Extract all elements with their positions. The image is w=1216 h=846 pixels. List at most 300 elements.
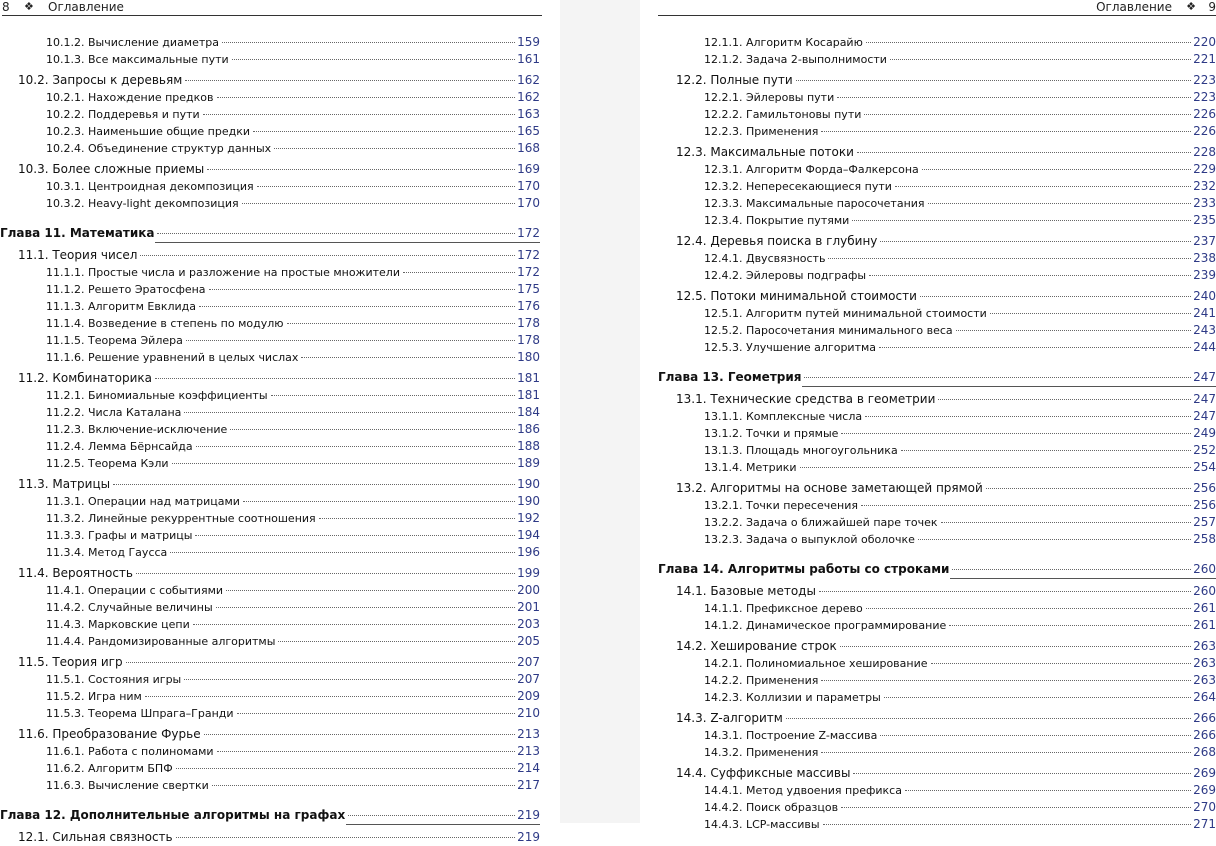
toc-entry-title: 12.2.3. Применения	[704, 125, 819, 138]
dot-leader	[287, 323, 516, 324]
dot-leader	[257, 186, 515, 187]
dot-leader	[145, 696, 515, 697]
toc-entry-page: 186	[517, 422, 540, 436]
dot-leader	[800, 467, 1192, 468]
toc-entry-page: 170	[517, 179, 540, 193]
toc-entry-title: 10.2. Запросы к деревьям	[18, 73, 183, 87]
toc-entry-page: 260	[1193, 584, 1216, 598]
toc-entry-page: 181	[517, 388, 540, 402]
toc-entry-title: 11.4.1. Операции с событиями	[46, 584, 224, 597]
dot-leader	[199, 306, 515, 307]
toc-entry-page: 266	[1193, 728, 1216, 742]
toc-entry-title: 13.2.3. Задача о выпуклой оболочке	[704, 533, 915, 546]
toc-subsection	[0, 140, 540, 157]
toc-entry-page: 219	[517, 808, 540, 822]
dot-leader	[319, 518, 515, 519]
toc-chapter	[658, 367, 1216, 387]
toc-entry-page: 203	[517, 617, 540, 631]
dot-leader	[196, 446, 515, 447]
dot-leader	[869, 275, 1191, 276]
toc-entry-title: 11.2.5. Теорема Кэли	[46, 457, 169, 470]
toc-entry-title: 11.3.4. Метод Гаусса	[46, 546, 168, 559]
toc-entry-title: 10.1.2. Вычисление диаметра	[46, 36, 220, 49]
toc-entry-title: 11.1.1. Простые числа и разложение на простые множители	[46, 266, 400, 279]
toc-entry-title: 13.2. Алгоритмы на основе заметающей прямой	[676, 481, 983, 495]
toc-entry-title: 14.4. Суффиксные массивы	[676, 766, 851, 780]
toc-entry-page: 180	[517, 350, 540, 364]
dot-leader	[931, 663, 1192, 664]
toc-entry-page: 209	[517, 689, 540, 703]
dot-leader	[278, 641, 515, 642]
toc-section	[658, 480, 1216, 497]
dot-leader	[857, 152, 1191, 153]
toc-entry-page: 169	[517, 162, 540, 176]
toc-entry-title: 11.3.1. Операции над матрицами	[46, 495, 240, 508]
dot-leader	[884, 697, 1191, 698]
toc-entry-title: 11.5.2. Игра ним	[46, 690, 142, 703]
toc-section	[658, 765, 1216, 782]
toc-entry-title: 12.1. Сильная связность	[18, 830, 173, 844]
toc-entry-title: 12.5.3. Улучшение алгоритма	[704, 341, 877, 354]
toc-subsection	[658, 339, 1216, 356]
dot-leader	[864, 114, 1191, 115]
toc-section	[0, 247, 540, 264]
dot-leader	[949, 625, 1191, 626]
toc-section	[0, 565, 540, 582]
dot-leader	[879, 347, 1191, 348]
toc-entry-page: 263	[1193, 656, 1216, 670]
dot-leader	[821, 680, 1191, 681]
toc-entry-page: 268	[1193, 745, 1216, 759]
toc-entry-title: 12.1.2. Задача 2-выполнимости	[704, 53, 887, 66]
dot-leader	[140, 255, 515, 256]
toc-entry-title: 12.4. Деревья поиска в глубину	[676, 234, 878, 248]
dot-leader	[209, 289, 516, 290]
dot-leader	[155, 378, 515, 379]
dot-leader	[170, 552, 515, 553]
dot-leader	[126, 662, 516, 663]
toc-entry-page: 201	[517, 600, 540, 614]
toc-entry-title: 10.3.2. Heavy-light декомпозиция	[46, 197, 239, 210]
toc-entry-page: 257	[1193, 515, 1216, 529]
toc-entry-page: 269	[1193, 766, 1216, 780]
toc-section	[658, 233, 1216, 250]
toc-subsection	[0, 421, 540, 438]
toc-subsection	[0, 51, 540, 68]
toc-entry-page: 237	[1193, 234, 1216, 248]
toc-chapter	[658, 559, 1216, 579]
toc-entry-title: 14.2.3. Коллизии и параметры	[704, 691, 881, 704]
toc-entry-title: 14.4.1. Метод удвоения префикса	[704, 784, 902, 797]
dot-leader	[895, 186, 1191, 187]
toc-entry-page: 213	[517, 744, 540, 758]
toc-entry-page: 219	[517, 830, 540, 844]
toc-subsection	[658, 497, 1216, 514]
toc-entry-title: 14.3.1. Построение Z-массива	[704, 729, 878, 742]
toc-entry-title: 13.1.4. Метрики	[704, 461, 797, 474]
toc-subsection	[658, 178, 1216, 195]
toc-entry-page: 214	[517, 761, 540, 775]
toc-entry-page: 241	[1193, 306, 1216, 320]
toc-subsection	[658, 689, 1216, 706]
dot-leader	[841, 807, 1191, 808]
toc-entry-page: 256	[1193, 481, 1216, 495]
toc-entry-title: 13.1.3. Площадь многоугольника	[704, 444, 898, 457]
dot-leader	[232, 59, 515, 60]
toc-entry-title: 10.2.2. Поддеревья и пути	[46, 108, 200, 121]
toc-entry-page: 207	[517, 655, 540, 669]
toc-subsection	[0, 599, 540, 616]
toc-entry-page: 240	[1193, 289, 1216, 303]
toc-entry-title: 13.1. Технические средства в геометрии	[676, 392, 936, 406]
dot-leader	[922, 169, 1191, 170]
toc-subsection	[0, 281, 540, 298]
header-page-number: 9	[1208, 0, 1216, 14]
toc-subsection	[0, 298, 540, 315]
dot-leader	[226, 590, 515, 591]
toc-entry-page: 261	[1193, 618, 1216, 632]
toc-subsection	[0, 455, 540, 472]
toc-entry-page: 263	[1193, 639, 1216, 653]
dot-leader	[217, 97, 516, 98]
toc-entry-page: 189	[517, 456, 540, 470]
dot-leader	[203, 114, 515, 115]
toc-entry-title: 10.2.3. Наименьшие общие предки	[46, 125, 250, 138]
toc-entry-page: 247	[1193, 409, 1216, 423]
toc-entry-title: 11.6.1. Работа с полиномами	[46, 745, 214, 758]
toc-entry-page: 181	[517, 371, 540, 385]
dot-leader	[837, 97, 1191, 98]
toc-subsection	[0, 438, 540, 455]
toc-entry-title: 14.4.3. LCP-массивы	[704, 818, 820, 831]
toc-entry-page: 172	[517, 226, 540, 240]
dot-leader	[841, 433, 1191, 434]
toc-entry-page: 213	[517, 727, 540, 741]
toc-entry-title: 14.2.2. Применения	[704, 674, 819, 687]
dot-leader	[204, 734, 516, 735]
dot-leader	[928, 203, 1192, 204]
toc-section	[658, 288, 1216, 305]
dot-leader	[796, 80, 1191, 81]
dot-leader	[786, 718, 1191, 719]
toc-entry-page: 175	[517, 282, 540, 296]
toc-section	[658, 72, 1216, 89]
dot-leader	[941, 522, 1192, 523]
toc-subsection	[658, 305, 1216, 322]
toc-entry-title: 11.3.3. Графы и матрицы	[46, 529, 193, 542]
toc-entry-title: 11.6.3. Вычисление свертки	[46, 779, 209, 792]
toc-subsection	[658, 123, 1216, 140]
toc-entry-page: 170	[517, 196, 540, 210]
toc-section	[0, 476, 540, 493]
toc-subsection	[0, 387, 540, 404]
toc-subsection	[658, 212, 1216, 229]
toc-subsection	[0, 671, 540, 688]
toc-subsection	[658, 408, 1216, 425]
toc-entry-title: 12.3.1. Алгоритм Форда–Фалкерсона	[704, 163, 919, 176]
dot-leader	[237, 713, 516, 714]
toc-entry-title: 12.3. Максимальные потоки	[676, 145, 854, 159]
dot-leader	[938, 399, 1191, 400]
toc-entry-title: 12.1.1. Алгоритм Косарайю	[704, 36, 863, 49]
toc-entry-title: 10.2.4. Объединение структур данных	[46, 142, 272, 155]
toc-subsection	[658, 672, 1216, 689]
toc-subsection	[0, 743, 540, 760]
toc-entry-page: 260	[1193, 562, 1216, 576]
toc-entry-page: 244	[1193, 340, 1216, 354]
toc-subsection	[658, 106, 1216, 123]
dot-leader	[821, 131, 1191, 132]
dot-leader	[243, 501, 515, 502]
toc-subsection	[0, 527, 540, 544]
toc-entry-title: 12.5.2. Паросочетания минимального веса	[704, 324, 953, 337]
toc-entry-page: 172	[517, 265, 540, 279]
dot-leader	[861, 505, 1191, 506]
dot-leader	[823, 824, 1191, 825]
toc-entry-title: 14.1. Базовые методы	[676, 584, 816, 598]
toc-section	[0, 726, 540, 743]
toc-subsection	[658, 816, 1216, 833]
toc-entry-title: 11.1.6. Решение уравнений в целых числах	[46, 351, 299, 364]
toc-entry-title: 10.3. Более сложные приемы	[18, 162, 205, 176]
right-page	[640, 0, 1216, 831]
dot-leader	[185, 80, 515, 81]
toc-subsection	[658, 514, 1216, 531]
toc-entry-page: 205	[517, 634, 540, 648]
table-of-contents	[0, 34, 540, 846]
toc-entry-page: 238	[1193, 251, 1216, 265]
toc-entry-page: 233	[1193, 196, 1216, 210]
dot-leader	[901, 450, 1191, 451]
dot-leader	[866, 608, 1191, 609]
toc-entry-title: 11.1.5. Теорема Эйлера	[46, 334, 183, 347]
dot-leader	[828, 258, 1191, 259]
toc-subsection	[658, 250, 1216, 267]
toc-subsection	[0, 178, 540, 195]
header-page-number: 8	[2, 0, 10, 14]
toc-subsection	[658, 195, 1216, 212]
toc-subsection	[658, 655, 1216, 672]
dot-leader	[853, 773, 1191, 774]
toc-entry-page: 165	[517, 124, 540, 138]
dot-leader	[176, 768, 515, 769]
dot-leader	[184, 412, 515, 413]
dot-leader	[990, 313, 1191, 314]
toc-entry-title: 12.5.1. Алгоритм путей минимальной стоимости	[704, 307, 987, 320]
dot-leader	[207, 169, 515, 170]
toc-entry-page: 256	[1193, 498, 1216, 512]
toc-subsection	[0, 493, 540, 510]
toc-entry-page: 161	[517, 52, 540, 66]
toc-subsection	[0, 89, 540, 106]
dot-leader	[172, 463, 516, 464]
toc-entry-page: 200	[517, 583, 540, 597]
toc-entry-page: 184	[517, 405, 540, 419]
dot-leader	[193, 624, 515, 625]
page-header	[2, 0, 542, 16]
toc-subsection	[658, 799, 1216, 816]
dot-leader	[271, 395, 516, 396]
dot-leader	[186, 340, 515, 341]
toc-entry-page: 176	[517, 299, 540, 313]
toc-section	[0, 161, 540, 178]
toc-entry-title: 11.3. Матрицы	[18, 477, 111, 491]
toc-chapter	[0, 223, 540, 243]
toc-entry-title: 11.6. Преобразование Фурье	[18, 727, 201, 741]
toc-entry-title: 12.2.2. Гамильтоновы пути	[704, 108, 862, 121]
toc-section	[0, 654, 540, 671]
toc-entry-page: 162	[517, 73, 540, 87]
dot-leader	[301, 357, 515, 358]
dot-leader	[852, 220, 1191, 221]
dot-leader	[212, 785, 515, 786]
toc-entry-page: 223	[1193, 90, 1216, 104]
header-title: Оглавление	[1096, 0, 1172, 14]
toc-entry-page: 221	[1193, 52, 1216, 66]
toc-section	[658, 144, 1216, 161]
dot-leader	[348, 815, 515, 816]
toc-entry-title: 11.1.2. Решето Эратосфена	[46, 283, 206, 296]
dot-leader	[956, 330, 1191, 331]
dot-leader	[865, 416, 1191, 417]
toc-subsection	[0, 582, 540, 599]
toc-entry-page: 168	[517, 141, 540, 155]
toc-entry-title: 10.3.1. Центроидная декомпозиция	[46, 180, 254, 193]
toc-subsection	[658, 161, 1216, 178]
toc-entry-page: 163	[517, 107, 540, 121]
toc-entry-page: 226	[1193, 107, 1216, 121]
toc-subsection	[0, 633, 540, 650]
dot-leader	[222, 42, 515, 43]
toc-entry-title: 11.5.3. Теорема Шпрага–Гранди	[46, 707, 234, 720]
toc-entry-title: 11.2.4. Лемма Бёрнсайда	[46, 440, 193, 453]
page-header	[658, 0, 1216, 16]
toc-entry-title: 12.4.2. Эйлеровы подграфы	[704, 269, 867, 282]
toc-section	[658, 391, 1216, 408]
toc-entry-page: 220	[1193, 35, 1216, 49]
toc-entry-title: Глава 13. Геометрия	[658, 367, 802, 387]
toc-subsection	[0, 315, 540, 332]
toc-entry-title: 12.4.1. Двусвязность	[704, 252, 826, 265]
toc-subsection	[0, 404, 540, 421]
toc-subsection	[0, 34, 540, 51]
toc-entry-page: 270	[1193, 800, 1216, 814]
toc-entry-title: 12.3.3. Максимальные паросочетания	[704, 197, 925, 210]
toc-entry-title: 10.1.3. Все максимальные пути	[46, 53, 229, 66]
toc-entry-title: 13.2.1. Точки пересечения	[704, 499, 858, 512]
toc-entry-page: 194	[517, 528, 540, 542]
toc-entry-page: 196	[517, 545, 540, 559]
toc-entry-title: 11.2.2. Числа Каталана	[46, 406, 182, 419]
toc-entry-page: 263	[1193, 673, 1216, 687]
toc-subsection	[0, 264, 540, 281]
toc-entry-page: 188	[517, 439, 540, 453]
toc-subsection	[658, 442, 1216, 459]
toc-section	[0, 370, 540, 387]
toc-subsection	[658, 51, 1216, 68]
toc-entry-page: 162	[517, 90, 540, 104]
toc-section	[0, 72, 540, 89]
header-title: Оглавление	[48, 0, 124, 14]
toc-entry-page: 243	[1193, 323, 1216, 337]
toc-entry-title: 11.5. Теория игр	[18, 655, 123, 669]
toc-entry-page: 178	[517, 333, 540, 347]
toc-entry-title: 11.2.1. Биномиальные коэффициенты	[46, 389, 268, 402]
toc-entry-title: 14.3. Z-алгоритм	[676, 711, 783, 725]
table-of-contents	[658, 34, 1216, 833]
toc-entry-page: 159	[517, 35, 540, 49]
toc-subsection	[0, 544, 540, 561]
dot-leader	[195, 535, 515, 536]
dot-leader	[890, 59, 1191, 60]
toc-entry-title: 11.1.4. Возведение в степень по модулю	[46, 317, 284, 330]
toc-subsection	[0, 195, 540, 212]
dot-leader	[184, 679, 515, 680]
toc-entry-page: 258	[1193, 532, 1216, 546]
toc-subsection	[0, 705, 540, 722]
toc-entry-page: 207	[517, 672, 540, 686]
toc-entry-page: 261	[1193, 601, 1216, 615]
dot-leader	[918, 539, 1191, 540]
toc-entry-title: 11.4.2. Случайные величины	[46, 601, 213, 614]
toc-subsection	[658, 744, 1216, 761]
toc-entry-title: Глава 14. Алгоритмы работы со строками	[658, 559, 950, 579]
toc-entry-page: 223	[1193, 73, 1216, 87]
toc-entry-title: 10.2.1. Нахождение предков	[46, 91, 214, 104]
dot-leader	[217, 751, 516, 752]
left-page	[0, 0, 560, 844]
dot-leader	[113, 484, 515, 485]
toc-subsection	[658, 34, 1216, 51]
toc-section	[0, 829, 540, 846]
toc-entry-title: 14.4.2. Поиск образцов	[704, 801, 839, 814]
toc-subsection	[658, 782, 1216, 799]
toc-entry-page: 178	[517, 316, 540, 330]
dot-leader	[242, 203, 515, 204]
toc-subsection	[658, 322, 1216, 339]
dot-leader	[821, 752, 1191, 753]
toc-subsection	[0, 510, 540, 527]
toc-entry-page: 264	[1193, 690, 1216, 704]
dot-leader	[986, 488, 1191, 489]
toc-entry-page: 199	[517, 566, 540, 580]
toc-entry-title: 13.1.1. Комплексные числа	[704, 410, 863, 423]
toc-entry-title: 13.2.2. Задача о ближайшей паре точек	[704, 516, 938, 529]
toc-entry-page: 252	[1193, 443, 1216, 457]
toc-entry-title: 11.2. Комбинаторика	[18, 371, 153, 385]
toc-subsection	[658, 727, 1216, 744]
ornament-icon: ❖	[24, 0, 34, 13]
toc-subsection	[0, 688, 540, 705]
dot-leader	[136, 573, 515, 574]
dot-leader	[920, 296, 1191, 297]
toc-entry-title: 14.2.1. Полиномиальное хеширование	[704, 657, 928, 670]
dot-leader	[880, 241, 1191, 242]
dot-leader	[952, 569, 1191, 570]
toc-chapter	[0, 805, 540, 825]
dot-leader	[403, 272, 515, 273]
toc-entry-page: 266	[1193, 711, 1216, 725]
toc-subsection	[658, 425, 1216, 442]
toc-entry-title: 14.3.2. Применения	[704, 746, 819, 759]
toc-entry-page: 228	[1193, 145, 1216, 159]
toc-entry-title: 14.2. Хеширование строк	[676, 639, 837, 653]
toc-entry-title: 13.1.2. Точки и прямые	[704, 427, 839, 440]
toc-entry-title: 11.4.3. Марковские цепи	[46, 618, 190, 631]
dot-leader	[819, 591, 1191, 592]
dot-leader	[230, 429, 515, 430]
toc-entry-title: 11.4. Вероятность	[18, 566, 133, 580]
